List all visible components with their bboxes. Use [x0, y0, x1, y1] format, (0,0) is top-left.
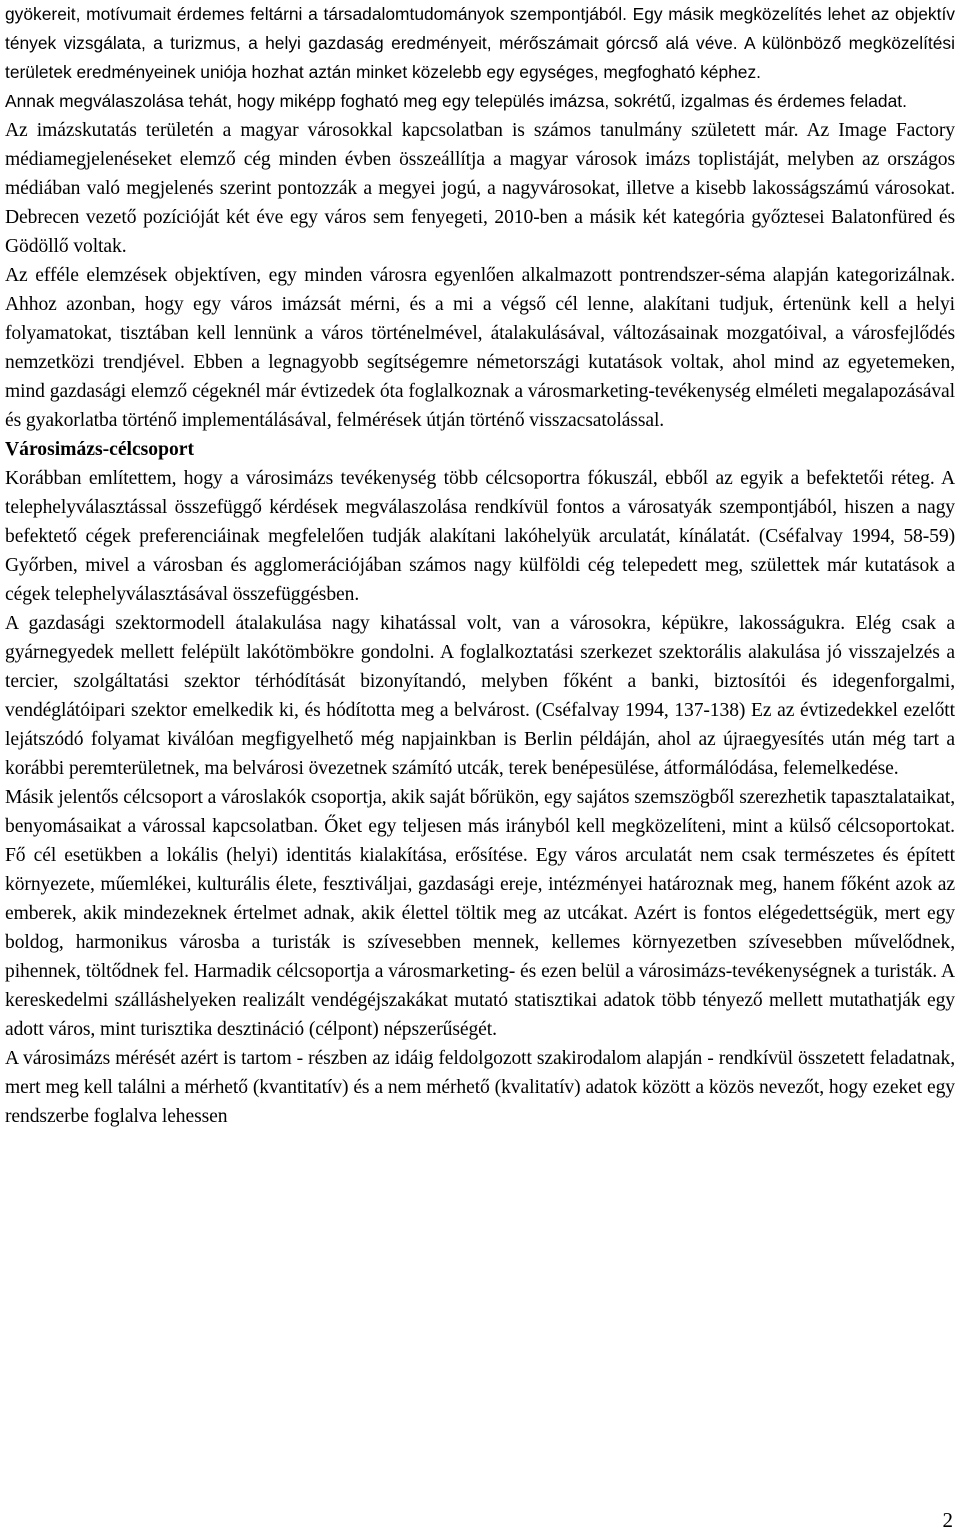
paragraph-economic-sector: A gazdasági szektormodell átalakulása nagy kihatással volt, van a városokra, képükre, lakosságukra. Elég csak a gyárnegyedek mellett felépült lakótömbökre gondolni. A foglalkoztatási szerkezet szektorális alakulása jó visszajelzés a tercier, szolgáltatási szektor térhódítását bizonyítandó, melyben főként a banki, biztosítói és idegenforgalmi, vendéglátóipari szektor emelkedik ki, és hódította meg a belvárost. (Cséfalvay 1994, 137-138) Ez az évtizedekkel ezelőtt lejátszódó folyamat kiválóan megfigyelhető még napjainkban is Berlin példáján, ahol az újraegyesítés után még tart a korábbi peremterületnek, ma belvárosi övezetnek számító utcák, terek benépesülése, átformálódása, felemelkedése.: [5, 613, 955, 779]
paragraph-intro: gyökereit, motívumait érdemes feltárni a társadalomtudományok szempontjából. Egy másik megközelítés lehet az objektív tények vizsgálata, a turizmus, a helyi gazdaság eredményeit, mérőszámait górcső alá véve. A különböző megközelítési területek eredményeinek uniója hozhat aztán minket közelebb egy egységes, megfogható képhez.: [5, 4, 955, 82]
paragraph-question: Annak megválaszolása tehát, hogy miképp fogható meg egy település imázsa, sokrétű, izgalmas és érdemes feladat.: [5, 91, 907, 111]
document-page: [5, 0, 955, 1131]
paragraph-residents: Másik jelentős célcsoport a városlakók csoportja, akik saját bőrükön, egy sajátos szemszögből szerezhetik tapasztalataikat, benyomásaikat a várossal kapcsolatban. Őket egy teljesen más irányból kell megközelíteni, mint a külső célcsoportokat. Fő cél esetükben a lokális (helyi) identitás kialakítása, erősítése. Egy város arculatát nem csak természetes és épített környezete, műemlékei, kulturális élete, fesztiváljai, gazdasági ereje, intézményei határoznak meg, hanem főként azok az emberek, akik mindezeknek értelmet adnak, akik élettel töltik meg az utcákat. Azért is fontos elégedettségük, mert egy boldog, harmonikus városba a turisták is szívesebben mennek, kellemes környezetben szívesebben művelődnek, pihennek, töltődnek fel. Harmadik célcsoportja a városmarketing- és ezen belül a városimázs-tevékenységnek a turisták. A kereskedelmi szálláshelyeken realizált vendégéjszakákat mutató statisztikai adatok több tényező mellett mutathatják egy adott város, mint turisztika desztináció (célpont) népszerűségét.: [5, 787, 955, 1040]
paragraph-analysis: Az efféle elemzések objektíven, egy minden városra egyenlően alkalmazott pontrendszer-séma alapján kategorizálnak. Ahhoz azonban, hogy egy város imázsát mérni, és a mi a végső cél lenne, alakítani tudjuk, értenünk kell a helyi folyamatokat, tisztában kell lennünk a város történelmével, átalakulásával, változásainak mozgatóival, a városfejlődés nemzetközi trendjével. Ebben a legnagyobb segítségemre németországi kutatások voltak, ahol mind az egyetemeken, mind gazdasági elemző cégeknél már évtizedek óta foglalkoznak a városmarketing-tevékenység elméleti megalapozásával és gyakorlatba történő implementálásával, felmérések útján történő visszacsatolással.: [5, 265, 955, 431]
paragraph-image-research: Az imázskutatás területén a magyar városokkal kapcsolatban is számos tanulmány született már. Az Image Factory médiamegjelenéseket elemző cég minden évben összeállítja a magyar városok imázs toplistáját, melyben az országos médiában való megjelenés szerint pontozzák a megyei jogú, a nagyvárosokat, illetve a kisebb lakosságszámú városokat. Debrecen vezető pozícióját két éve egy város sem fenyegeti, 2010-ben a másik két kategória győztesei Balatonfüred és Gödöllő voltak.: [5, 120, 955, 257]
section-heading: Városimázs-célcsoport: [5, 439, 194, 460]
paragraph-measurement: A városimázs mérését azért is tartom - részben az idáig feldolgozott szakirodalom alapján - rendkívül összetett feladatnak, mert meg kell találni a mérhető (kvantitatív) és a nem mérhető (kvalitatív) adatok között a közös nevezőt, hogy ezeket egy rendszerbe foglalva lehessen: [5, 1048, 955, 1127]
paragraph-investors: Korábban említettem, hogy a városimázs tevékenység több célcsoportra fókuszál, ebből az egyik a befektetői réteg. A telephelyválasztással összefüggő kérdések megválaszolása rendkívül fontos a városatyák szempontjából, hiszen a nagy befektető cégek preferenciáinak megfelelően tudják alakítani lakóhelyük arculatát, kínálatát. (Cséfalvay 1994, 58-59) Győrben, mivel a városban és agglomerációjában számos nagy külföldi cég telepedett meg, születtek már kutatások a cégek telephelyválasztásával összefüggésben.: [5, 468, 955, 605]
page-number: 2: [942, 1508, 953, 1532]
